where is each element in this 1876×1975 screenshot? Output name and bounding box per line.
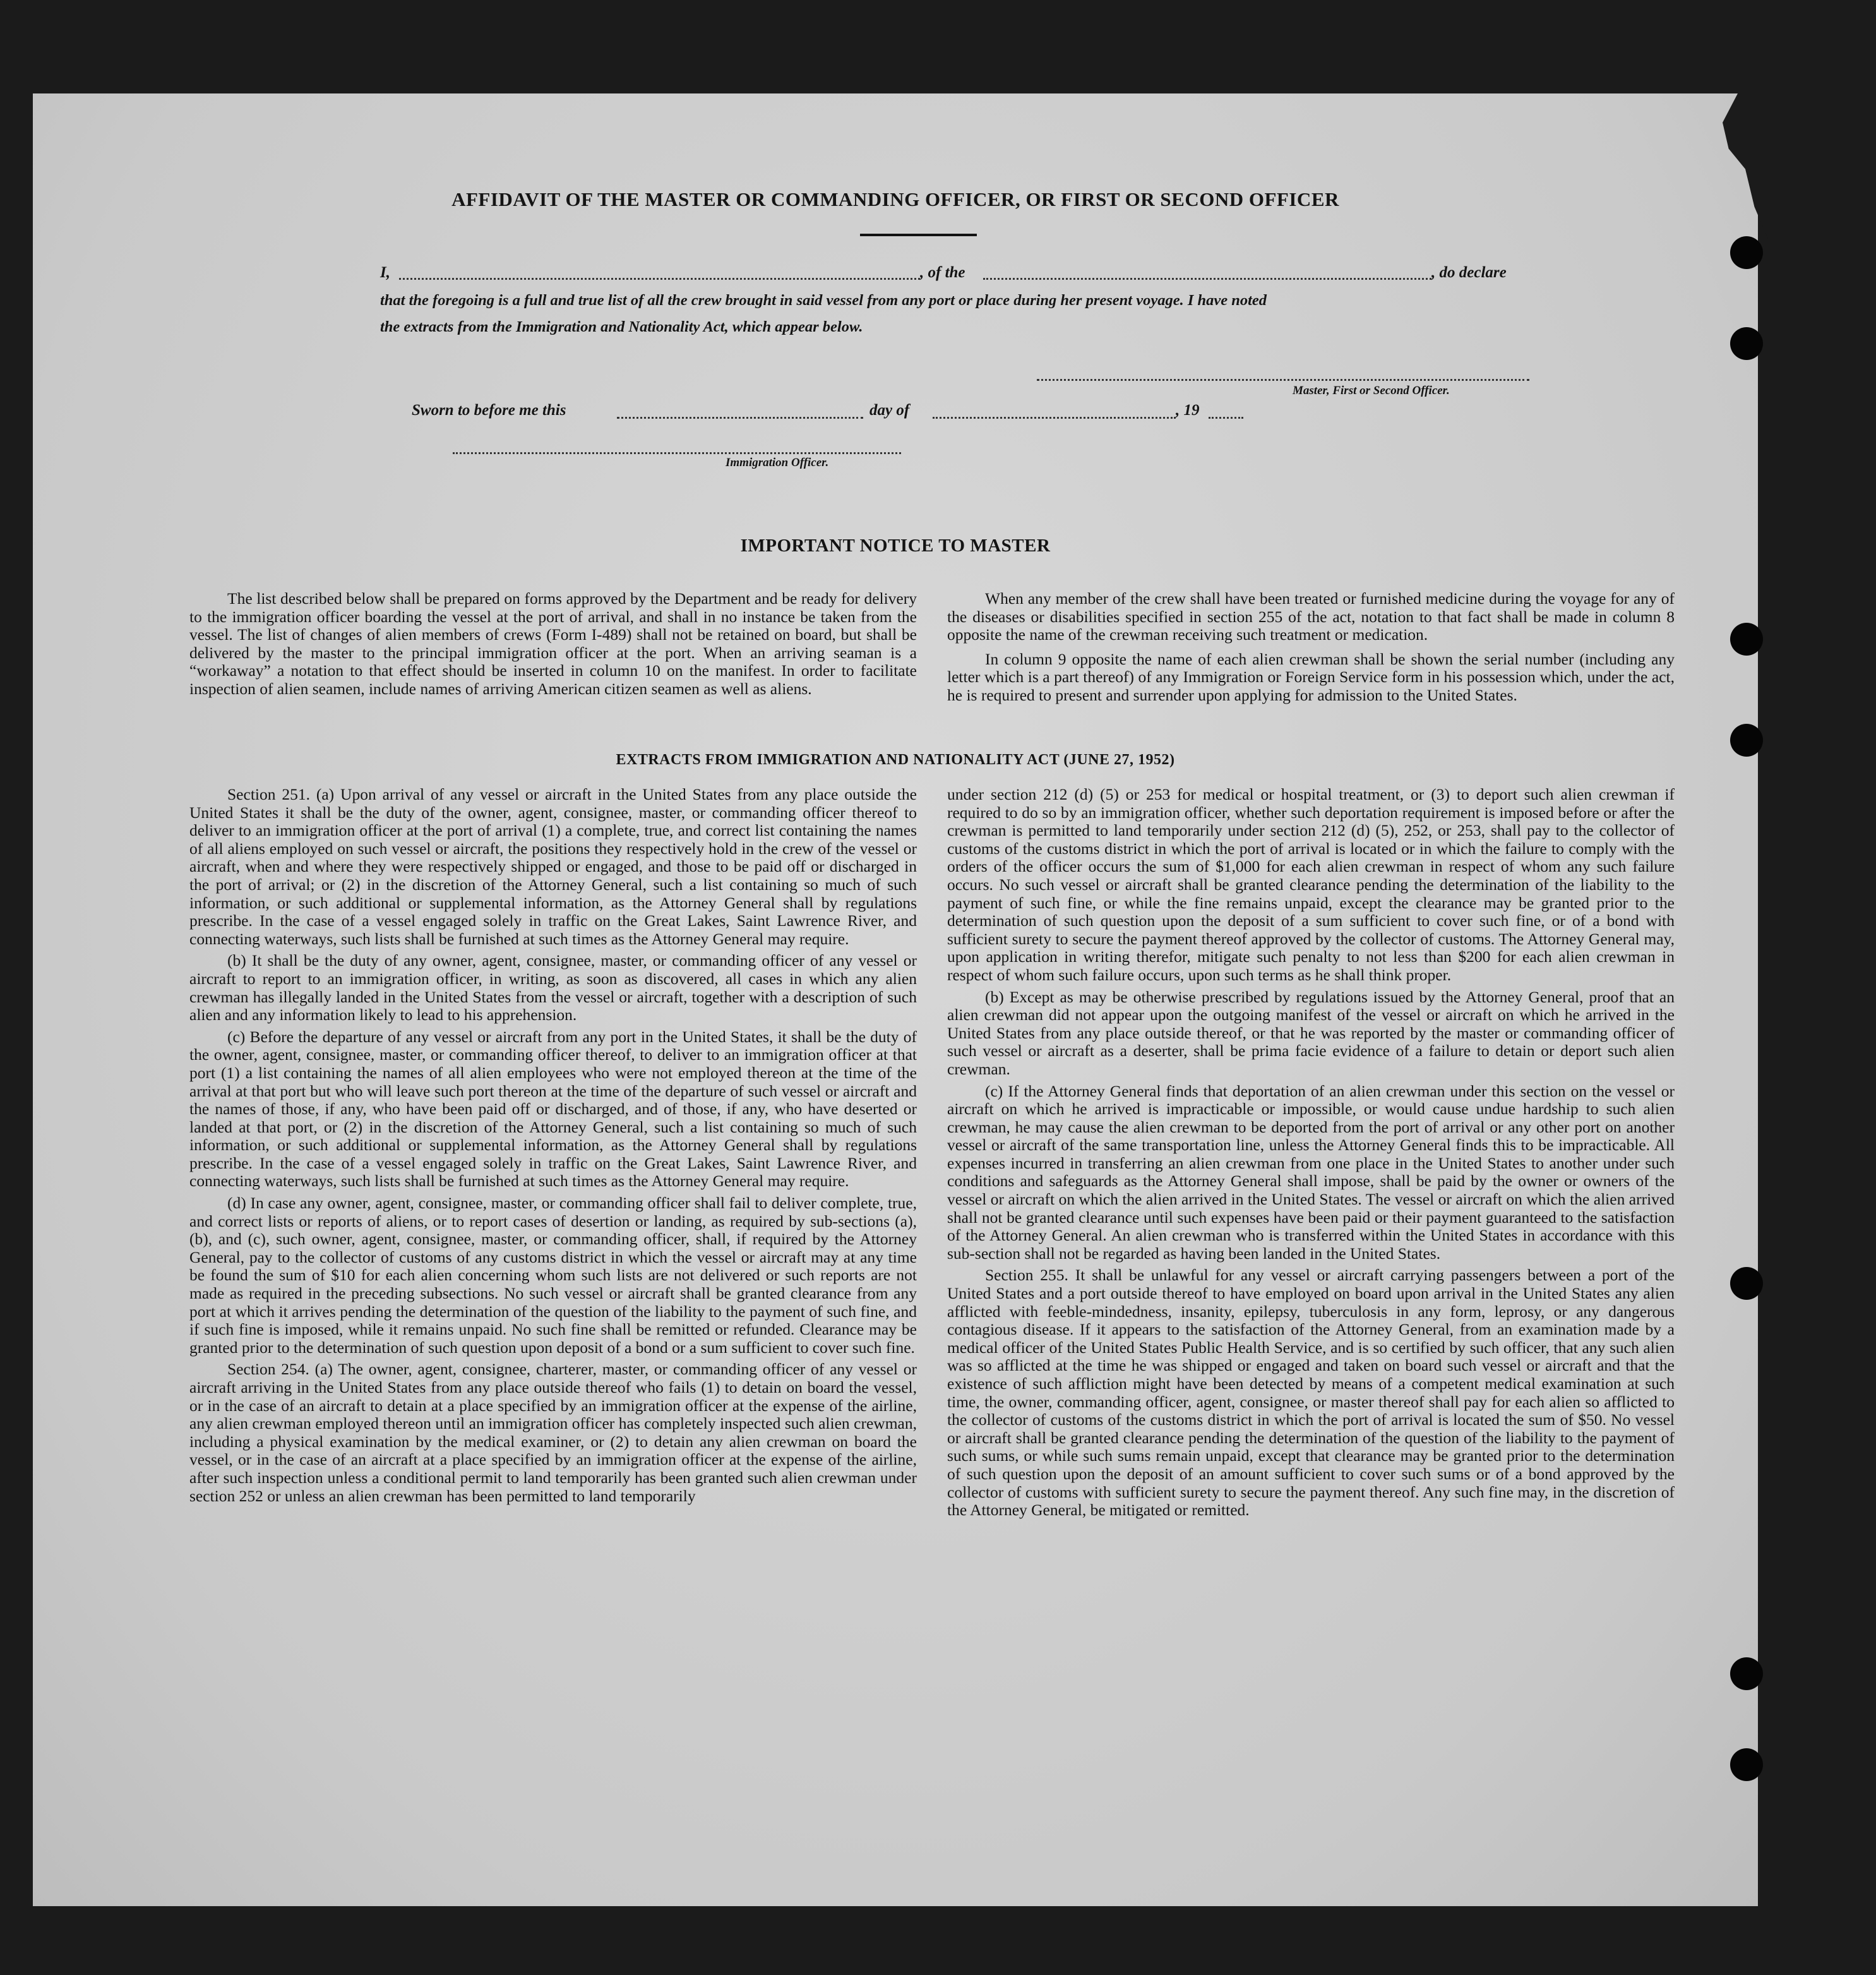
binder-hole [1730, 1657, 1763, 1690]
notice-left-column [189, 590, 917, 702]
notice-right-paragraph-1: When any member of the crew shall have been treated or furnished medicine during the voyage for any of the diseases or disabilities specified in section 255 of the act, notation to that fact shall be made in column 8 opposite the name of the crewman receiving such treatment or medication. [947, 589, 1675, 644]
document-page [33, 93, 1758, 1906]
day-of-text: day of [869, 402, 910, 419]
binder-hole [1730, 327, 1763, 360]
extracts-right-column [947, 786, 1675, 1523]
master-signature-line [1037, 379, 1529, 381]
declaration-declare: , do declare [1431, 264, 1507, 281]
officer-label: Immigration Officer. [726, 456, 829, 469]
section-254-b: (b) Except as may be otherwise prescribed by regulations issued by the Attorney General, proof that an alien crewman did not appear upon the outgoing manifest of the vessel or aircraft on which he arrived in the United States from any place outside thereof, or that he was reported by the master or commanding officer of such vessel or aircraft as a deserter, shall be prima facie evidence of a failure to detain or deport such alien crewman. [947, 987, 1675, 1078]
master-label: Master, First or Second Officer. [1293, 384, 1450, 397]
name-field-line [399, 278, 920, 280]
declaration-i: I, [380, 264, 390, 281]
binder-hole [1730, 623, 1763, 656]
sworn-month-line [933, 417, 1176, 419]
sworn-text: Sworn to before me this [412, 402, 566, 419]
extracts-title: EXTRACTS FROM IMMIGRATION AND NATIONALITY ACT (JUNE 27, 1952) [616, 752, 1175, 768]
officer-signature-line [453, 452, 901, 454]
notice-title: IMPORTANT NOTICE TO MASTER [740, 536, 1051, 556]
notice-right-column [947, 590, 1675, 709]
affidavit-title: AFFIDAVIT OF THE MASTER OR COMMANDING OFFICER, OR FIRST OR SECOND OFFICER [451, 188, 1339, 210]
vessel-field-line [983, 278, 1431, 280]
binder-hole [1730, 1267, 1763, 1300]
section-251-a: Section 251. (a) Upon arrival of any vessel or aircraft in the United States from any place outside the United States it shall be the duty of the owner, agent, consignee, master, or commanding officer thereof to deliver to an immigration officer at the port of arrival (1) a complete, true, and correct list containing the names of all aliens employed on such vessel or aircraft, the positions they respectively hold in the crew of the vessel or aircraft, when and where they were respectively shipped or engaged, and those to be paid off or discharged in the port of arrival; or (2) in the discretion of the Attorney General, such a list containing so much of such information, or such additional or supplemental information, as the Attorney General shall by regulations prescribe. In the case of a vessel engaged solely in traffic on the Great Lakes, Saint Lawrence River, and connecting waterways, such lists shall be furnished at such times as the Attorney General may require. [189, 785, 917, 948]
binder-hole [1730, 724, 1763, 757]
section-251-d: (d) In case any owner, agent, consignee, master, or commanding officer shall fail to deliver complete, true, and correct lists or reports of aliens, or to report cases of desertion or landing, as required by sub-sections (a), (b), and (c), such owner, agent, consignee, master, or commanding officer, shall, if required by the Attorney General, pay to the collector of customs of any customs district in which the vessel or aircraft may at any time be found the sum of $10 for each alien concerning whom such lists are not delivered or such reports are not made as required in the preceding subsections. No such vessel or aircraft shall be granted clearance from any port at which it arrives pending the determination of the question of the liability to the payment of such fine, and if such fine is imposed, while it remains unpaid. No such fine shall be remitted or refunded. Clearance may be granted prior to the determination of such question upon deposit of a bond or a sum sufficient to cover such fine. [189, 1194, 917, 1357]
declaration-line-2: that the foregoing is a full and true list of all the crew brought in said vessel from any port or place during her present voyage. I have noted [380, 292, 1267, 309]
year-line [1209, 417, 1243, 419]
section-251-b: (b) It shall be the duty of any owner, agent, consignee, master, or commanding officer of any vessel or aircraft to report to an immigration officer, in writing, as soon as discovered, all cases in which any alien crewman has illegally landed in the United States from the vessel or aircraft, together with a description of such alien and any information likely to lead to his apprehension. [189, 951, 917, 1024]
notice-right-paragraph-2: In column 9 opposite the name of each alien crewman shall be shown the serial number (including any letter which is a part thereof) of any Immigration or Foreign Service form in his possession which, under the act, he is required to present and surrender upon applying for admission to the United States. [947, 649, 1675, 704]
section-255: Section 255. It shall be unlawful for any vessel or aircraft carrying passengers between a port of the United States and a port outside thereof to have employed on board upon arrival in the United States any alien afflicted with feeble-mindedness, insanity, epilepsy, tuberculosis in any form, leprosy, or any dangerous contagious disease. If it appears to the satisfaction of the Attorney General, from an examination made by a medical officer of the United States Public Health Service, and is so certified by such officer, that any such alien was so afflicted at the time he was shipped or engaged and taken on board such vessel or aircraft and that the existence of such affliction might have been detected by means of a competent medical examination at such time, the owner, commanding officer, agent, consignee, or master thereof shall pay for each alien so afflicted to the collector of customs of the customs district in which the port of arrival is located the sum of $50. No vessel or aircraft shall be granted clearance pending the determination of the question of the liability to the payment of such sums, or while such sums remain unpaid, except that clearance may be granted prior to the determination of such question upon the deposit of an amount sufficient to cover such sums or of a bond approved by the collector of customs with sufficient surety to secure the payment thereof. Any such fine may, in the discretion of the Attorney General, be mitigated or remitted. [947, 1266, 1675, 1520]
title-underline [860, 234, 977, 236]
year-text: , 19 [1176, 402, 1200, 419]
declaration-of-the: , of the [920, 264, 965, 281]
sworn-day-line [617, 417, 863, 419]
binder-hole [1730, 236, 1763, 269]
section-254-a: Section 254. (a) The owner, agent, consignee, charterer, master, or commanding officer of any vessel or aircraft arriving in the United States from any place outside thereof who fails (1) to detain on board the vessel, or in the case of an aircraft to detain at a place specified by an immigration officer at the expense of the airline, any alien crewman employed thereon until an immigration officer has completely inspected such alien crewman, including a physical examination by the medical examiner, or (2) to detain any alien crewman on board the vessel, or in the case of an aircraft at a place specified by an immigration officer at the expense of the airline, after such inspection unless a conditional permit to land temporarily has been granted such alien crewman under section 252 or unless an alien crewman has been permitted to land temporarily [189, 1360, 917, 1505]
declaration-line-3: the extracts from the Immigration and Nationality Act, which appear below. [380, 318, 863, 335]
extracts-left-column [189, 786, 917, 1509]
section-254-c: (c) If the Attorney General finds that deportation of an alien crewman under this section on the vessel or aircraft on which he arrived is impracticable or impossible, or would cause undue hardship to such alien crewman, he may cause the alien crewman to be deported from the port of arrival or any other port on another vessel or aircraft of the same transportation line, unless the Attorney General finds this to be impracticable. All expenses incurred in transferring an alien crewman from one place in the United States to another under such conditions and safeguards as the Attorney General shall impose, shall be paid by the owner or owners of the vessel or aircraft on which the alien arrived in the United States. The vessel or aircraft on which the alien arrived shall not be granted clearance until such expenses have been paid or their payment guaranteed to the satisfaction of the Attorney General. An alien crewman who is transferred within the United States in accordance with this sub-section shall not be regarded as having been landed in the United States. [947, 1081, 1675, 1263]
notice-left-paragraph: The list described below shall be prepared on forms approved by the Department and be ready for delivery to the immigration officer boarding the vessel at the port of arrival, and shall in no instance be taken from the vessel. The list of changes of alien members of crews (Form I-489) shall not be retained on board, but shall be delivered by the master to the principal immigration officer at the port. When an arriving seaman is a “workaway” a notation to that effect should be inserted in column 10 on the manifest. In order to facilitate inspection of alien seamen, include names of arriving American citizen seamen as well as aliens. [189, 589, 917, 698]
section-254-a-continued: under section 212 (d) (5) or 253 for medical or hospital treatment, or (3) to deport such alien crewman if required to do so by an immigration officer, whether such deportation requirement is imposed before or after the crewman is permitted to land temporarily under section 212 (d) (5), 252, or 253, shall pay to the collector of customs of the customs district in which the port of arrival is located or in which the failure to comply with the orders of the officer occurs the sum of $1,000 for each alien crewman in respect of whom any such failure occurs. No such vessel or aircraft shall be granted clearance pending the determination of the liability to the payment of such fine, or while the fine remains unpaid, except the clearance may be granted prior to the determination of such question upon the deposit of a sum sufficient to cover such fine, or of a bond with sufficient surety to secure the payment thereof approved by the collector of customs. The Attorney General may, upon application in writing therefor, mitigate such penalty to not less than $200 for each alien crewman in respect of whom such failure occurs, upon such terms as he shall think proper. [947, 785, 1675, 984]
section-251-c: (c) Before the departure of any vessel or aircraft from any port in the United States, it shall be the duty of the owner, agent, consignee, master, or commanding officer thereof, to deliver to an immigration officer at that port (1) a list containing the names of all alien employees who were not employed thereon at the time of the arrival at that port but who will leave such port thereon at the time of the departure of such vessel or aircraft and the names of those, if any, who have been paid off or discharged, and of those, if any, who have deserted or landed at that port, or (2) in the discretion of the Attorney General, such a list containing so much of such information, or such additional or supplemental information, as the Attorney General shall by regulations prescribe. In the case of a vessel engaged solely in traffic on the Great Lakes, Saint Lawrence River, and connecting waterways, such lists shall be furnished at such times as the Attorney General may require. [189, 1027, 917, 1191]
binder-hole [1730, 1748, 1763, 1781]
